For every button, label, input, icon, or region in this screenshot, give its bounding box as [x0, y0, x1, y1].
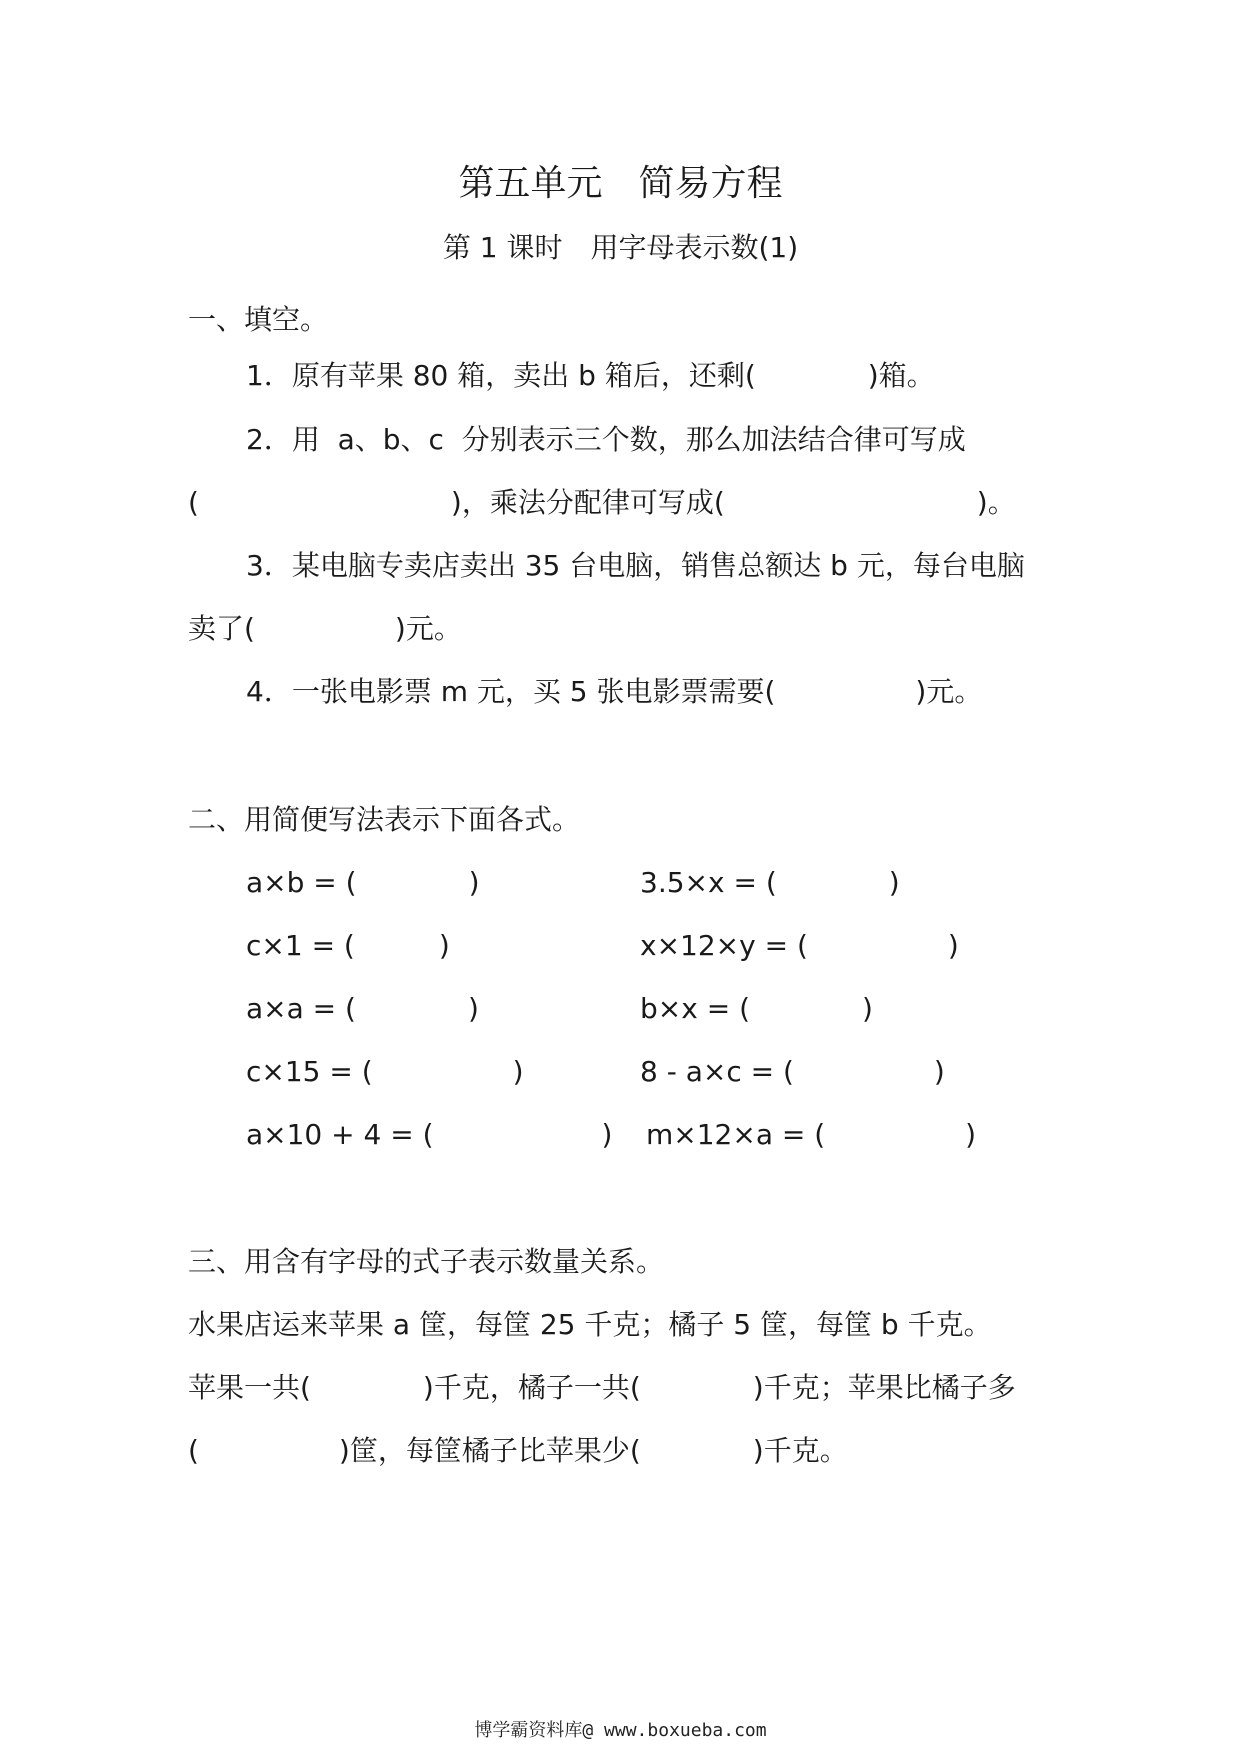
expression-left-4: c×15 = ( ) — [246, 1055, 524, 1088]
problem-statement: 水果店运来苹果 a 筐，每筐 25 千克；橘子 5 筐，每筐 b 千克。 — [188, 1308, 992, 1341]
expression-left-3: a×a = ( ) — [246, 992, 479, 1025]
question-3-line1: 3．某电脑专卖店卖出 35 台电脑，销售总额达 b 元，每台电脑 — [246, 549, 1025, 582]
question-4: 4．一张电影票 m 元，买 5 张电影票需要( )元。 — [246, 675, 983, 708]
expression-right-1: 3.5×x = ( ) — [640, 866, 900, 899]
section3-heading: 三、用含有字母的式子表示数量关系。 — [188, 1245, 665, 1278]
problem-blanks-line2: ( )筐，每筐橘子比苹果少( )千克。 — [188, 1434, 848, 1467]
page-title: 第五单元 简易方程 — [458, 163, 783, 204]
question-2-line1: 2．用 a、b、c 分别表示三个数，那么加法结合律可写成 — [246, 423, 966, 456]
question-1: 1．原有苹果 80 箱，卖出 b 箱后，还剩( )箱。 — [246, 359, 935, 392]
expression-left-5: a×10 + 4 = ( ) — [246, 1118, 613, 1151]
question-2-line2: ( )，乘法分配律可写成( )。 — [188, 486, 1016, 519]
expression-right-4: 8 - a×c = ( ) — [640, 1055, 945, 1088]
expression-left-2: c×1 = ( ) — [246, 929, 450, 962]
section2-heading: 二、用简便写法表示下面各式。 — [188, 803, 581, 836]
expression-right-2: x×12×y = ( ) — [640, 929, 959, 962]
question-3-line2: 卖了( )元。 — [188, 612, 462, 645]
expression-right-5: m×12×a = ( ) — [646, 1118, 977, 1151]
problem-blanks-line1: 苹果一共( )千克，橘子一共( )千克；苹果比橘子多 — [188, 1371, 1016, 1404]
lesson-subtitle: 第 1 课时 用字母表示数(1) — [442, 231, 799, 264]
section1-heading: 一、填空。 — [188, 303, 329, 336]
footer-watermark: 博学霸资料库@ www.boxueba.com — [474, 1720, 767, 1741]
expression-left-1: a×b = ( ) — [246, 866, 480, 899]
expression-right-3: b×x = ( ) — [640, 992, 873, 1025]
